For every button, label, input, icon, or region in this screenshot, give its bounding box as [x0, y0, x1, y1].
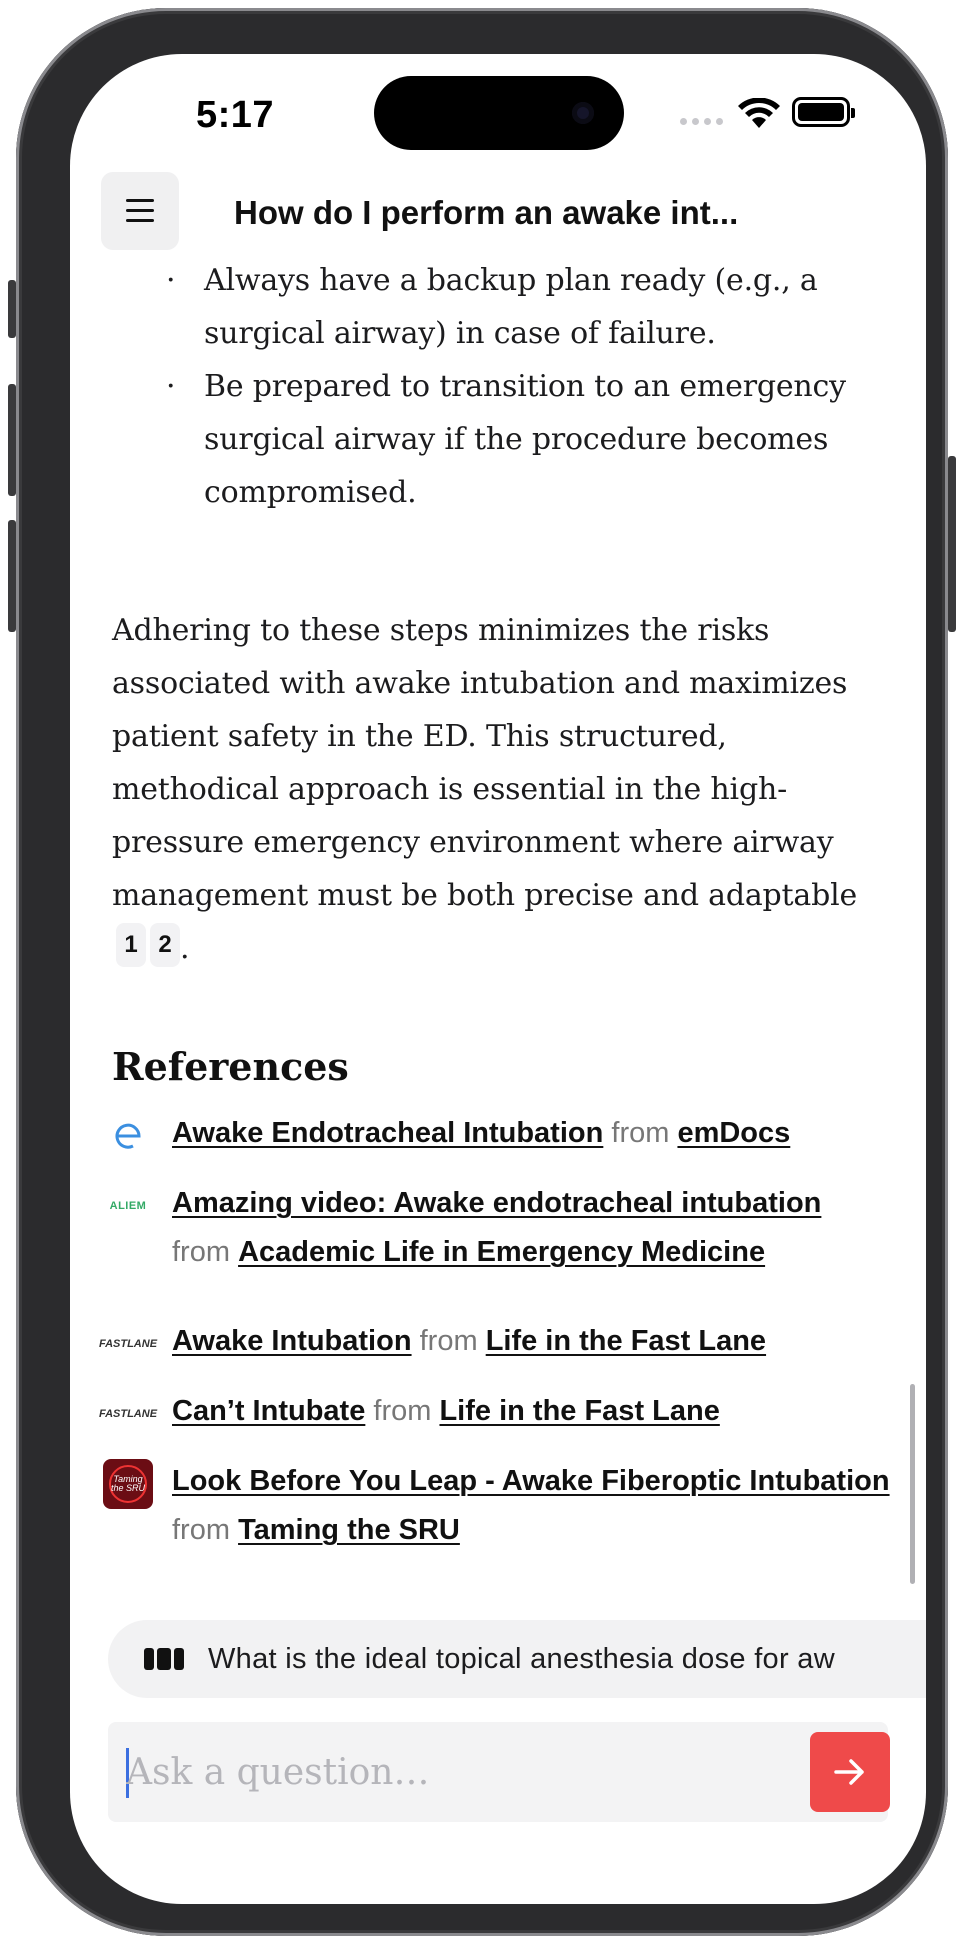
reference-source-link[interactable]: Academic Life in Emergency Medicine — [238, 1236, 766, 1268]
reference-link[interactable]: Amazing video: Awake endotracheal intubation — [172, 1187, 822, 1219]
action-button — [8, 280, 16, 338]
volume-down-button — [8, 520, 16, 632]
aliem-logo-icon: ALIEM — [109, 1199, 147, 1212]
menu-button[interactable] — [101, 172, 179, 250]
wifi-icon — [738, 98, 780, 130]
list-item: · Always have a backup plan ready (e.g., a surgical airway) in case of failure. — [166, 263, 818, 351]
battery-icon — [792, 97, 850, 127]
reference-item: Awake Endotracheal Intubation from emDocs — [102, 1114, 902, 1153]
question-input-container — [108, 1722, 888, 1822]
litfl-logo-icon: FASTLANE — [98, 1337, 158, 1350]
reference-source-link[interactable]: Taming the SRU — [238, 1514, 460, 1546]
bullet-list — [148, 254, 868, 519]
scrollbar[interactable] — [910, 1384, 915, 1584]
reference-item: ALIEM Amazing video: Awake endotracheal intubation from Academic Life in Emergency Medicine — [102, 1184, 902, 1272]
send-button[interactable] — [810, 1732, 890, 1812]
camera-icon — [572, 102, 594, 124]
list-item: · Be prepared to transition to an emergency surgical airway if the procedure becomes compromised. — [166, 369, 846, 510]
references-heading: References — [112, 1044, 349, 1089]
reference-item: Taming the SRU Look Before You Leap - Awake Fiberoptic Intubation from Taming the SRU — [102, 1462, 902, 1550]
question-input[interactable] — [126, 1744, 786, 1800]
reference-link[interactable]: Can’t Intubate — [172, 1395, 366, 1427]
reference-link[interactable]: Awake Intubation — [172, 1325, 412, 1357]
power-button — [948, 456, 956, 632]
cellular-signal-icon — [680, 118, 724, 126]
taming-sru-logo-icon: Taming the SRU — [102, 1464, 154, 1504]
reference-link[interactable]: Look Before You Leap - Awake Fiberoptic Intubation — [172, 1465, 890, 1497]
reference-source-link[interactable]: emDocs — [677, 1117, 791, 1149]
litfl-logo-icon: FASTLANE — [98, 1407, 158, 1420]
volume-up-button — [8, 384, 16, 496]
reference-link[interactable]: Awake Endotracheal Intubation — [172, 1117, 604, 1149]
hamburger-icon — [126, 199, 154, 202]
screen — [70, 54, 926, 1904]
reference-source-link[interactable]: Life in the Fast Lane — [439, 1395, 720, 1427]
emdocs-logo-icon — [102, 1116, 154, 1156]
conversation-title: How do I perform an awake int... — [234, 194, 739, 231]
arrow-right-icon — [833, 1757, 867, 1787]
reference-source-link[interactable]: Life in the Fast Lane — [485, 1325, 767, 1357]
citation-badge[interactable]: 2 — [150, 923, 180, 967]
phone-frame — [16, 8, 948, 1936]
answer-paragraph: Adhering to these steps minimizes the risks associated with awake intubation and maximizes patient safety in the ED. This structured, methodical approach is essential in the high-pressure emergency environment where airway management must be both precise and adaptable 1 2 . — [112, 613, 858, 966]
status-time: 5:17 — [196, 94, 275, 136]
reference-item: FASTLANE Can’t Intubate from Life in the Fast Lane — [102, 1392, 902, 1431]
dosage-icon — [144, 1648, 184, 1670]
dynamic-island — [374, 76, 624, 150]
suggested-question-chip[interactable]: What is the ideal topical anesthesia dose for aw — [108, 1620, 926, 1698]
reference-item: FASTLANE Awake Intubation from Life in the Fast Lane — [102, 1322, 902, 1361]
citation-badge[interactable]: 1 — [116, 923, 146, 967]
